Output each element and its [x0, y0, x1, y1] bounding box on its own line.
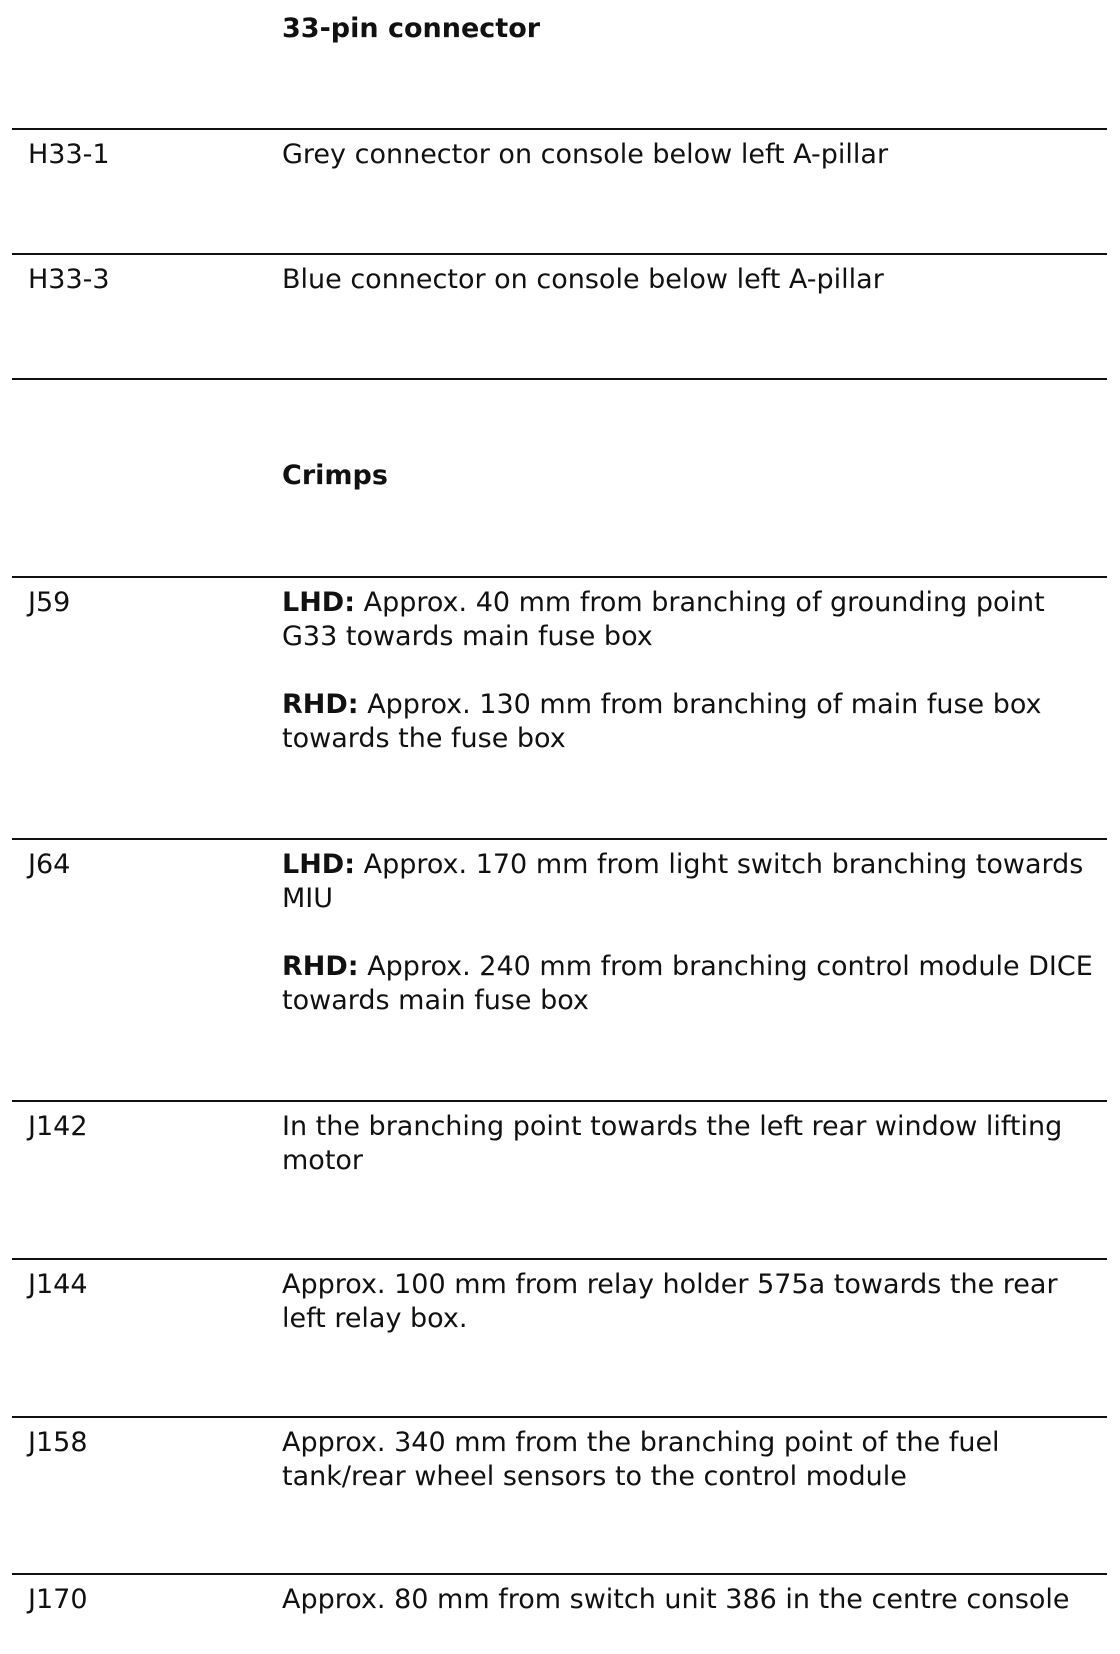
- crimp-code-j59: J59: [28, 587, 71, 618]
- description-text: Grey connector on console below left A-pillar: [282, 139, 889, 170]
- row-divider: [12, 838, 1107, 840]
- rhd-text: Approx. 240 mm from branching control module DICE towards main fuse box: [282, 951, 1093, 1016]
- row-divider: [12, 253, 1107, 255]
- rhd-label: RHD:: [282, 689, 359, 720]
- row-divider: [12, 1100, 1107, 1102]
- lhd-text: Approx. 170 mm from light switch branching towards MIU: [282, 849, 1084, 914]
- crimp-description-j170: [282, 1583, 1107, 1617]
- lhd-text: Approx. 40 mm from branching of grounding point G33 towards main fuse box: [282, 587, 1045, 652]
- description-text: Approx. 80 mm from switch unit 386 in the centre console: [282, 1584, 1070, 1615]
- row-divider: [12, 1258, 1107, 1260]
- rhd-label: RHD:: [282, 951, 359, 982]
- crimp-code-j158: J158: [28, 1427, 88, 1458]
- crimp-description-j59: [282, 586, 1107, 756]
- lhd-label: LHD:: [282, 849, 356, 880]
- lhd-label: LHD:: [282, 587, 356, 618]
- description-text: In the branching point towards the left rear window lifting motor: [282, 1111, 1063, 1176]
- crimp-description-j158: [282, 1426, 1107, 1494]
- lhd-note: [282, 586, 1107, 654]
- row-divider: [12, 576, 1107, 578]
- section-heading-33-pin-connector: 33-pin connector: [282, 13, 541, 44]
- description-text: Approx. 100 mm from relay holder 575a towards the rear left relay box.: [282, 1269, 1058, 1334]
- crimp-description-j144: [282, 1268, 1107, 1336]
- crimp-code-j144: J144: [28, 1269, 88, 1300]
- connector-description-h33-1: [282, 138, 1107, 172]
- rhd-note: [282, 950, 1107, 1018]
- connector-code-h33-3: H33-3: [28, 264, 110, 295]
- row-divider: [12, 378, 1107, 380]
- crimp-description-j142: [282, 1110, 1107, 1178]
- crimp-code-j64: J64: [28, 849, 71, 880]
- connector-code-h33-1: H33-1: [28, 139, 110, 170]
- row-divider: [12, 1573, 1107, 1575]
- connector-description-h33-3: [282, 263, 1107, 297]
- crimp-code-j170: J170: [28, 1584, 88, 1615]
- description-text: Blue connector on console below left A-pillar: [282, 264, 884, 295]
- crimp-description-j64: [282, 848, 1107, 1018]
- row-divider: [12, 128, 1107, 130]
- description-text: Approx. 340 mm from the branching point of the fuel tank/rear wheel sensors to the control module: [282, 1427, 1000, 1492]
- rhd-text: Approx. 130 mm from branching of main fuse box towards the fuse box: [282, 689, 1042, 754]
- rhd-note: [282, 688, 1107, 756]
- crimp-code-j142: J142: [28, 1111, 88, 1142]
- section-heading-crimps: Crimps: [282, 460, 388, 491]
- lhd-note: [282, 848, 1107, 916]
- row-divider: [12, 1416, 1107, 1418]
